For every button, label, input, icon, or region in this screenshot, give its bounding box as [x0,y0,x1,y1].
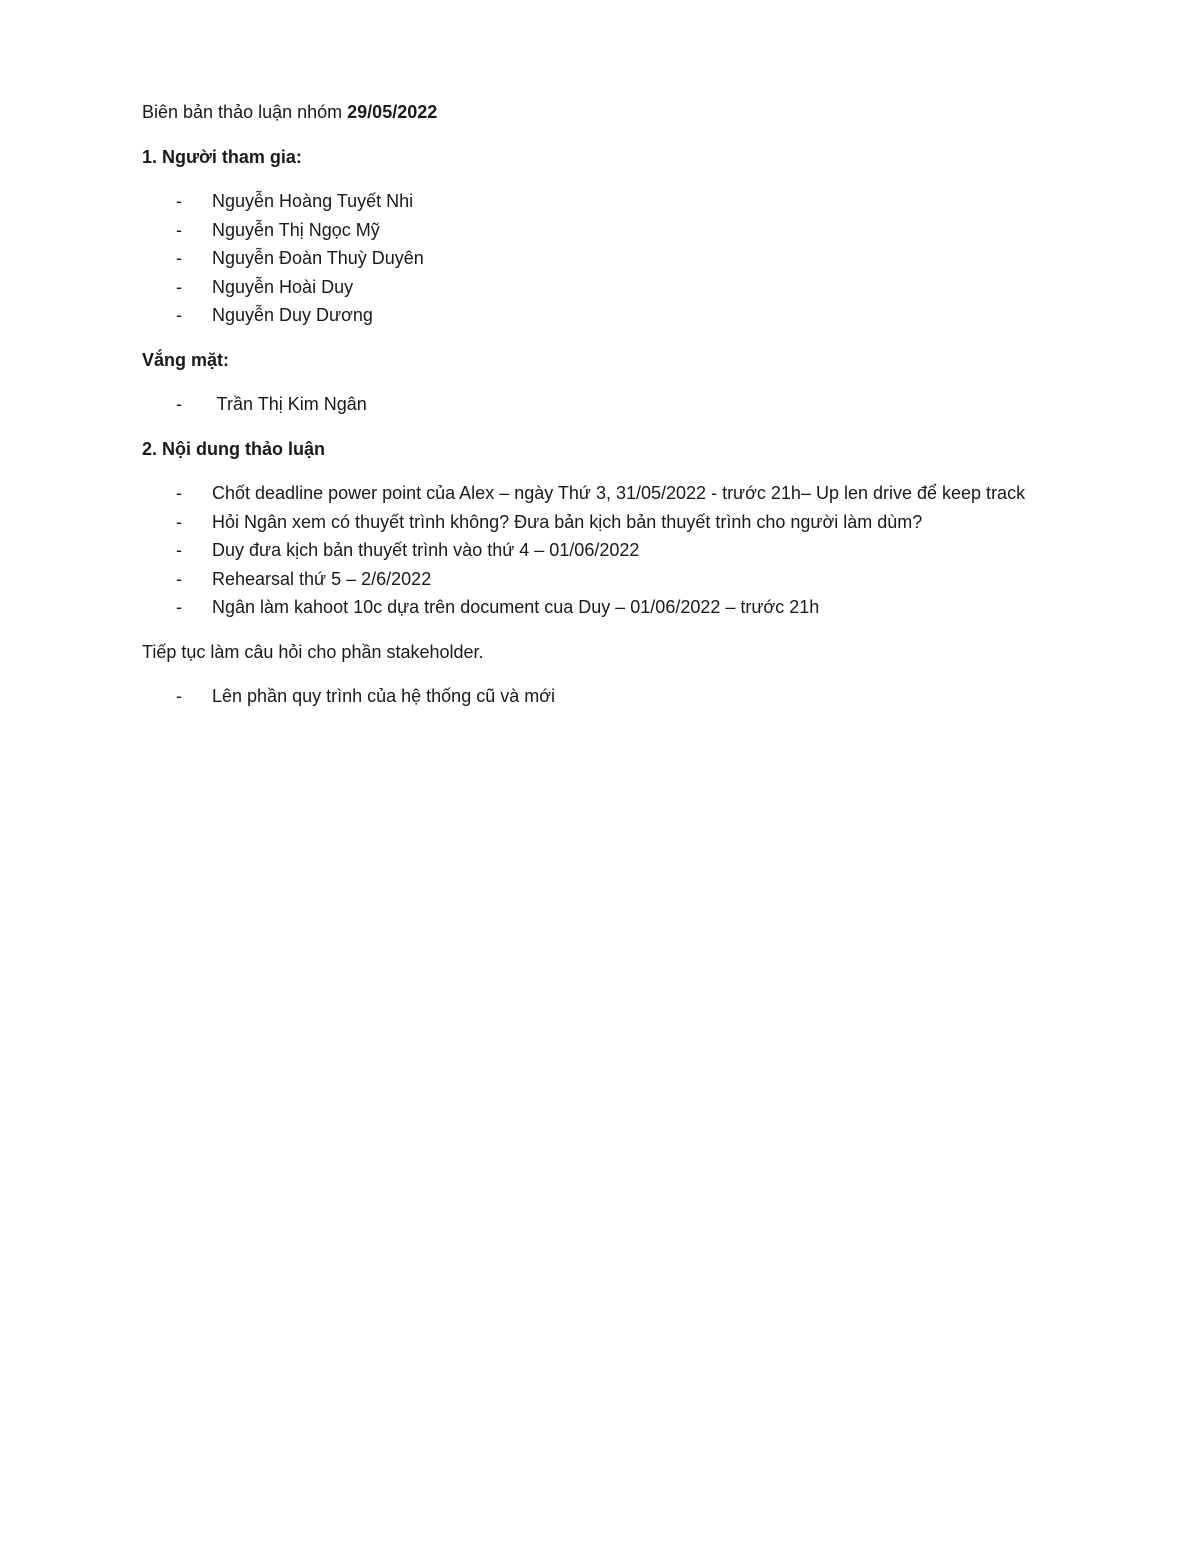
list-item [142,273,1072,302]
participant-name: Nguyễn Hoàng Tuyết Nhi [212,191,414,211]
document-title [142,98,1072,127]
list-item [142,301,1072,330]
dash-bullet: - [176,248,182,268]
dash-bullet: - [176,305,182,325]
list-item [142,187,1072,216]
dash-bullet: - [176,511,182,532]
dash-bullet: - [176,276,182,297]
dash-bullet: - [176,191,182,211]
list-item [142,508,1072,537]
section-discussion-heading: 2. Nội dung thảo luận [142,438,325,459]
list-item [142,244,1072,273]
dash-bullet: - [176,540,182,560]
participant-name: Nguyễn Duy Dương [212,305,373,325]
participants-list [142,187,1072,330]
continue-list [142,682,1072,711]
dash-bullet: - [176,568,182,589]
participant-name: Nguyễn Thị Ngọc Mỹ [212,219,380,240]
list-item [142,216,1072,245]
list-item [142,536,1072,565]
discussion-item: Duy đưa kịch bản thuyết trình vào thứ 4 – 01/06/2022 [212,540,640,560]
dash-bullet: - [176,597,182,617]
title-prefix: Biên bản thảo luận nhóm [142,102,348,122]
dash-bullet: - [176,686,182,706]
dash-bullet: - [176,483,182,503]
list-item [142,565,1072,594]
document-body [142,98,1072,727]
participant-name: Nguyễn Hoài Duy [212,276,354,297]
list-item [142,593,1072,622]
list-item [142,682,1072,711]
section-participants-heading: 1. Người tham gia: [142,146,302,167]
discussion-item: Hỏi Ngân xem có thuyết trình không? Đưa bản kịch bản thuyết trình cho người làm dùm? [212,511,923,532]
continue-item: Lên phần quy trình của hệ thống cũ và mới [212,686,556,706]
dash-bullet: - [176,394,182,414]
title-date: 29/05/2022 [347,102,438,122]
continue-paragraph: Tiếp tục làm câu hỏi cho phần stakeholder. [142,641,484,662]
discussion-list [142,479,1072,622]
section-absent-heading: Vắng mặt: [142,349,230,370]
absent-name: Trần Thị Kim Ngân [212,394,367,414]
dash-bullet: - [176,219,182,240]
discussion-item: Rehearsal thứ 5 – 2/6/2022 [212,568,432,589]
participant-name: Nguyễn Đoàn Thuỳ Duyên [212,248,424,268]
absent-list [142,390,1072,419]
list-item [142,390,1072,419]
discussion-item: Ngân làm kahoot 10c dựa trên document cua Duy – 01/06/2022 – trước 21h [212,597,820,617]
list-item [142,479,1072,508]
discussion-item: Chốt deadline power point của Alex – ngày Thứ 3, 31/05/2022 - trước 21h– Up len drive để keep track [212,483,1026,503]
